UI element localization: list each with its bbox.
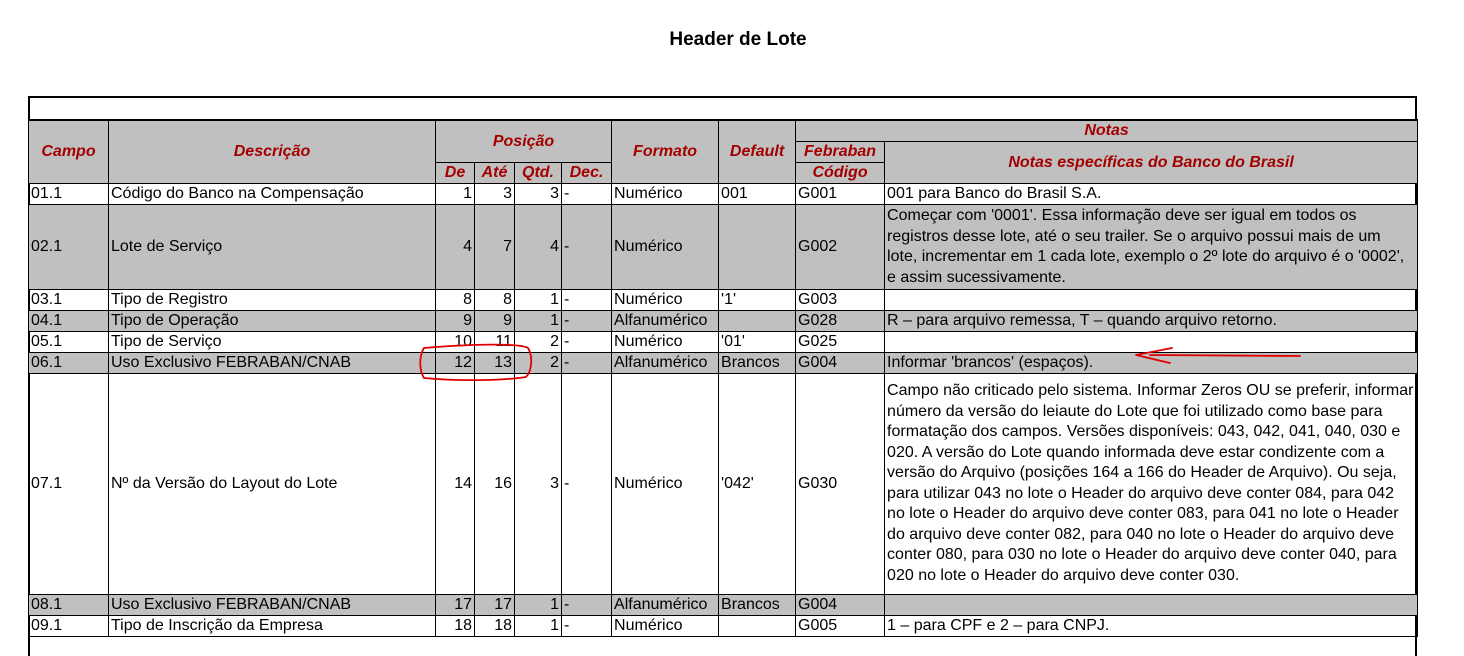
cell-qtd: 3 [515,184,562,205]
cell-dec: - [562,595,612,616]
cell-formato: Alfanumérico [612,311,719,332]
cell-formato: Numérico [612,332,719,353]
cell-nota: R – para arquivo remessa, T – quando arquivo retorno. [885,311,1418,332]
table-row [29,184,1418,205]
cell-formato: Numérico [612,205,719,290]
cell-descricao: Tipo de Registro [109,290,436,311]
cell-de: 8 [436,290,475,311]
cell-descricao: Uso Exclusivo FEBRABAN/CNAB [109,595,436,616]
table-row [29,290,1418,311]
table-row [29,616,1418,637]
cell-ate: 13 [475,353,515,374]
cell-ate: 8 [475,290,515,311]
cell-qtd: 2 [515,353,562,374]
cell-ate: 11 [475,332,515,353]
table-row [29,205,1418,290]
cell-dec: - [562,616,612,637]
cell-nota: 1 – para CPF e 2 – para CNPJ. [885,616,1418,637]
cell-default: Brancos [719,595,796,616]
cell-qtd: 1 [515,311,562,332]
cell-dec: - [562,374,612,595]
cell-default [719,616,796,637]
cell-nota: 001 para Banco do Brasil S.A. [885,184,1418,205]
cell-qtd: 3 [515,374,562,595]
col-header-posicao: Posição [436,120,612,163]
col-header-formato: Formato [612,120,719,184]
col-header-notas: Notas [796,120,1418,142]
cell-formato: Alfanumérico [612,595,719,616]
cell-ate: 16 [475,374,515,595]
table-row [29,353,1418,374]
table-row [29,595,1418,616]
cell-qtd: 1 [515,616,562,637]
cell-de: 14 [436,374,475,595]
col-header-campo: Campo [29,120,109,184]
col-header-ate: Até [475,163,515,184]
cell-ate: 7 [475,205,515,290]
cell-campo: 06.1 [29,353,109,374]
cell-formato: Numérico [612,290,719,311]
col-header-descricao: Descrição [109,120,436,184]
cell-de: 9 [436,311,475,332]
cell-de: 10 [436,332,475,353]
cell-codigo: G003 [796,290,885,311]
cell-dec: - [562,184,612,205]
cell-qtd: 1 [515,595,562,616]
cell-default [719,311,796,332]
cell-de: 1 [436,184,475,205]
cell-descricao: Uso Exclusivo FEBRABAN/CNAB [109,353,436,374]
cell-dec: - [562,353,612,374]
cell-descricao: Tipo de Operação [109,311,436,332]
cell-ate: 9 [475,311,515,332]
cell-qtd: 2 [515,332,562,353]
cell-campo: 01.1 [29,184,109,205]
table-row [29,374,1418,595]
cell-codigo: G028 [796,311,885,332]
cell-campo: 07.1 [29,374,109,595]
cell-codigo: G030 [796,374,885,595]
cell-default [719,205,796,290]
cell-de: 18 [436,616,475,637]
cell-codigo: G005 [796,616,885,637]
cell-ate: 18 [475,616,515,637]
cell-descricao: Código do Banco na Compensação [109,184,436,205]
cell-qtd: 1 [515,290,562,311]
col-header-de: De [436,163,475,184]
cell-formato: Alfanumérico [612,353,719,374]
cell-campo: 04.1 [29,311,109,332]
header-de-lote-table [28,119,1418,637]
cell-nota: Informar 'brancos' (espaços). [885,353,1418,374]
cell-codigo: G004 [796,595,885,616]
cell-campo: 05.1 [29,332,109,353]
cell-ate: 3 [475,184,515,205]
col-header-default: Default [719,120,796,184]
cell-descricao: Lote de Serviço [109,205,436,290]
cell-dec: - [562,311,612,332]
cell-default: '1' [719,290,796,311]
cell-dec: - [562,290,612,311]
cell-nota [885,290,1418,311]
cell-codigo: G025 [796,332,885,353]
cell-descricao: Nº da Versão do Layout do Lote [109,374,436,595]
cell-descricao: Tipo de Serviço [109,332,436,353]
cell-descricao: Tipo de Inscrição da Empresa [109,616,436,637]
cell-default: 001 [719,184,796,205]
table-row [29,311,1418,332]
cell-campo: 08.1 [29,595,109,616]
cell-nota [885,595,1418,616]
table-row [29,332,1418,353]
cell-qtd: 4 [515,205,562,290]
cell-ate: 17 [475,595,515,616]
cell-nota: Começar com '0001'. Essa informação deve ser igual em todos os registros desse lote, até o seu trailer. Se o arquivo possui mais de um lote, incrementar em 1 cada lote, exemplo o 2º lote do arquivo é o '0002', e assim sucessivamente. [885,205,1418,290]
cell-formato: Numérico [612,374,719,595]
cell-nota: Campo não criticado pelo sistema. Informar Zeros OU se preferir, informar número da versão do leiaute do Lote que foi utilizado como base para formatação dos campos. Versões disponíveis: 043, 042, 041, 040, 030 e 020. A versão do Lote quando informada deve estar condizente com a versão do Arquivo (posições 164 a 166 do Header de Arquivo). Ou seja, para utilizar 043 no lote o Header do arquivo deve conter 084, para 042 no lote o Header do arquivo deve conter 083, para 041 no lote o Header do arquivo deve conter 082, para 040 no lote o Header do arquivo deve conter 080, para 030 no lote o Header do arquivo deve conter 040, para 020 no lote o Header do arquivo deve conter 030. [885,374,1418,595]
cell-dec: - [562,205,612,290]
cell-dec: - [562,332,612,353]
page-title: Header de Lote [669,29,807,50]
cell-de: 4 [436,205,475,290]
cell-default: '042' [719,374,796,595]
cell-campo: 09.1 [29,616,109,637]
cell-codigo: G002 [796,205,885,290]
cell-formato: Numérico [612,184,719,205]
cell-codigo: G004 [796,353,885,374]
col-header-codigo: Código [796,163,885,184]
cell-codigo: G001 [796,184,885,205]
col-header-qtd: Qtd. [515,163,562,184]
col-header-dec: Dec. [562,163,612,184]
cell-campo: 03.1 [29,290,109,311]
col-header-notas-bb: Notas específicas do Banco do Brasil [885,142,1418,184]
col-header-febraban: Febraban [796,142,885,163]
cell-formato: Numérico [612,616,719,637]
cell-default: '01' [719,332,796,353]
cell-default: Brancos [719,353,796,374]
cell-nota [885,332,1418,353]
cell-de: 17 [436,595,475,616]
cell-de: 12 [436,353,475,374]
cell-campo: 02.1 [29,205,109,290]
